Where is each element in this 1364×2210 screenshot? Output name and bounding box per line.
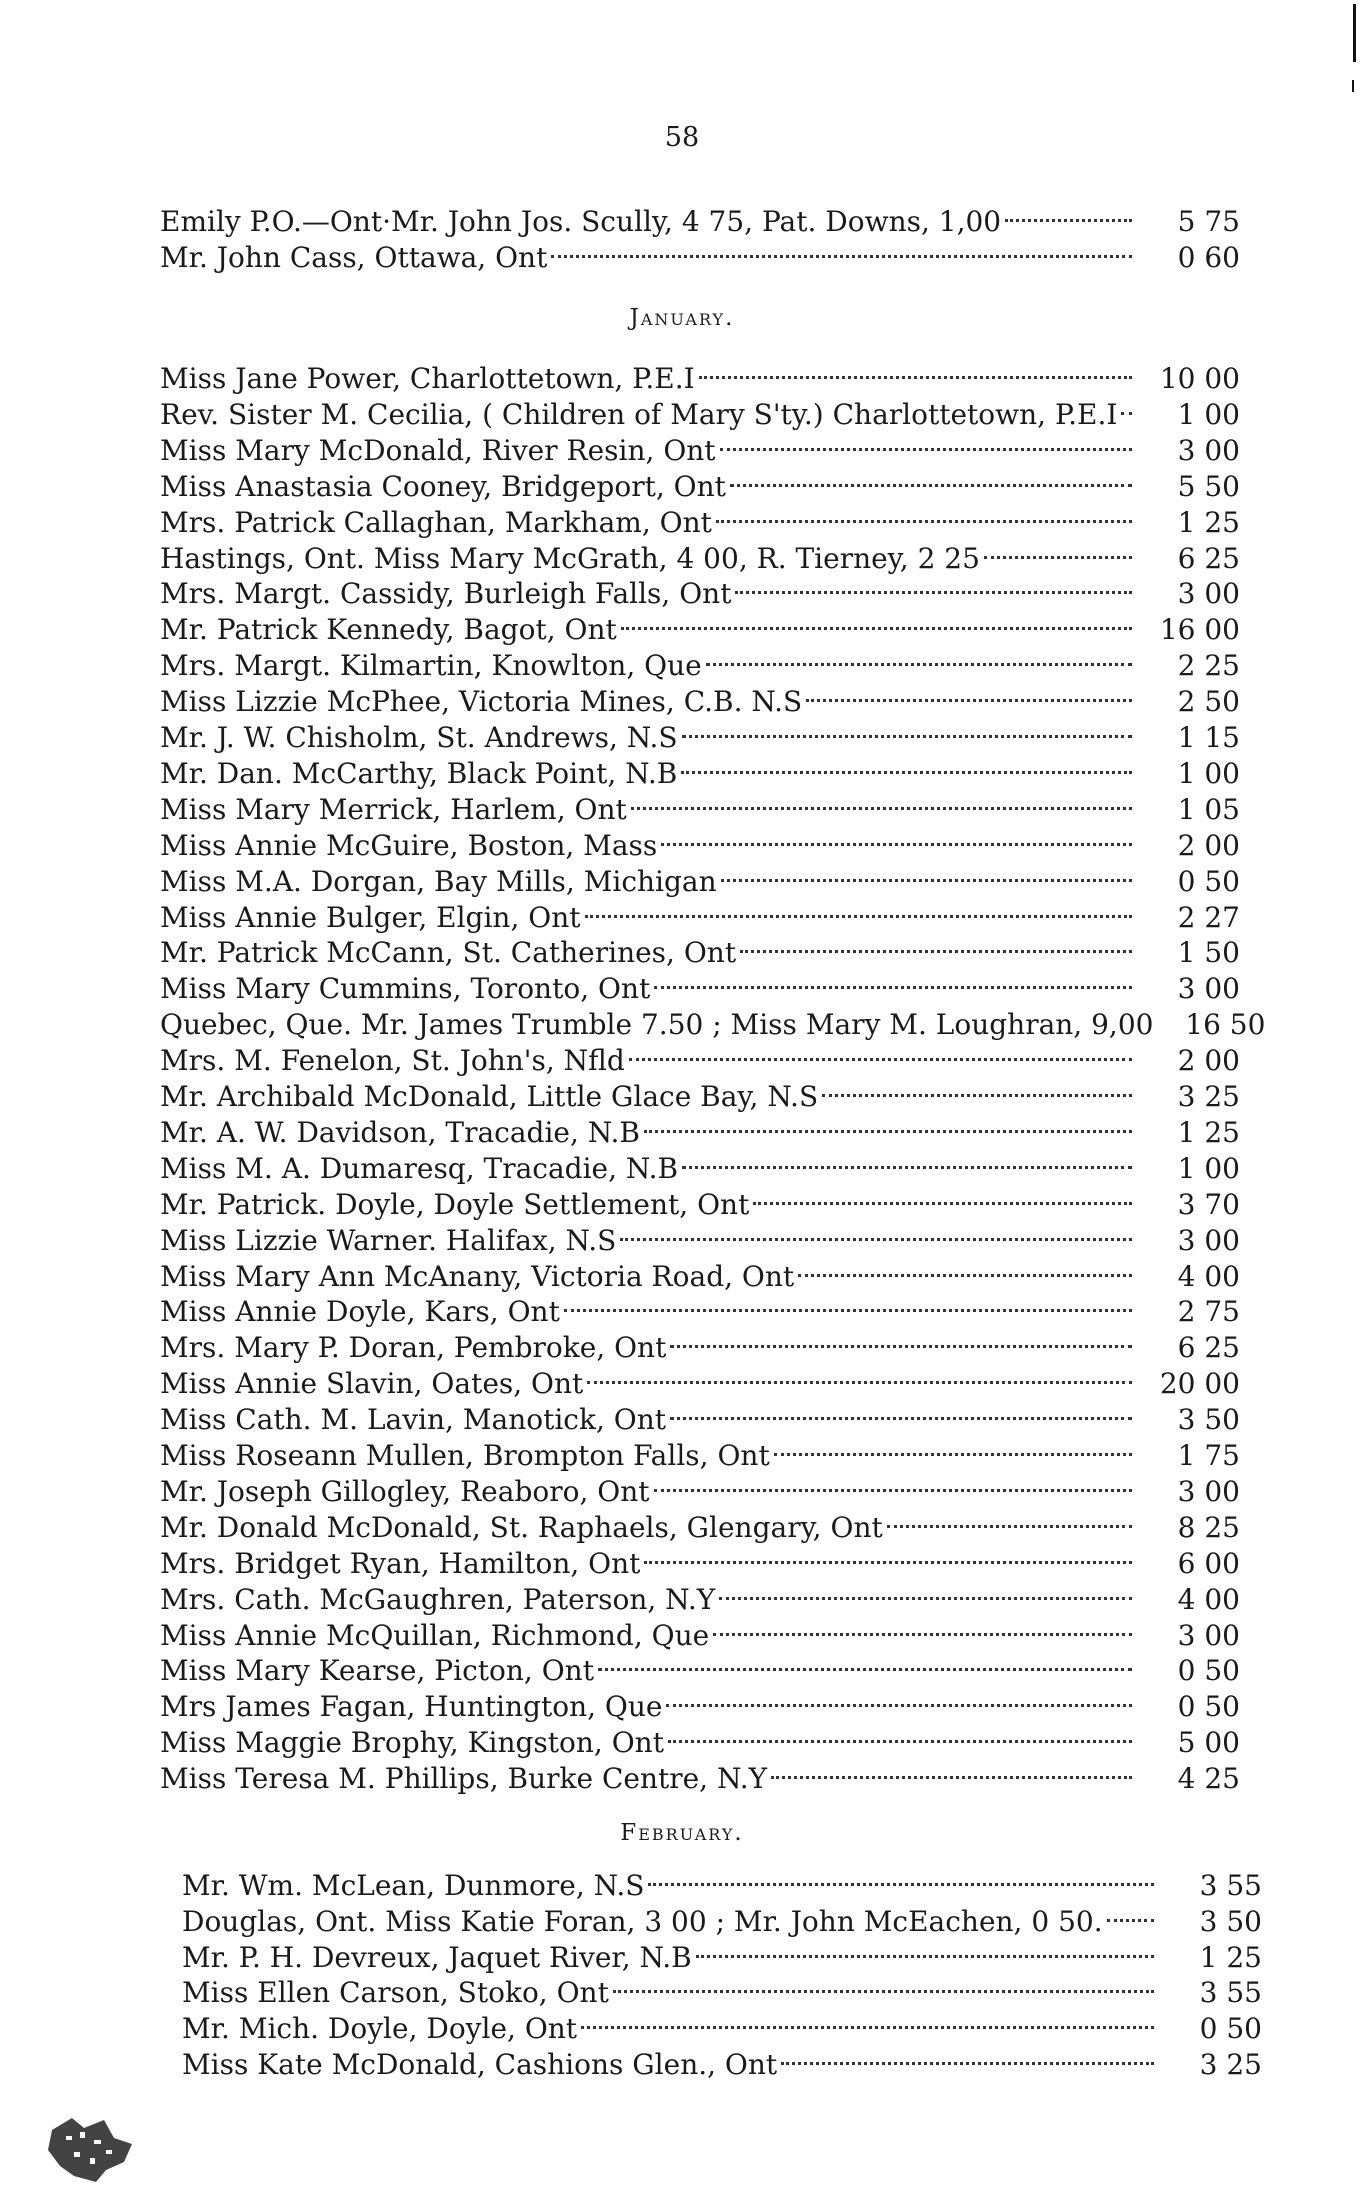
leader-dots: [661, 843, 1132, 846]
leader-dots: [668, 1740, 1132, 1743]
entry-amount: 3 00: [1177, 1474, 1240, 1508]
entry-amount: 2 00: [1177, 1044, 1240, 1078]
list-item: [160, 1330, 1240, 1366]
leader-dots: [598, 1668, 1132, 1671]
leader-dots: [822, 1094, 1132, 1097]
entry-text: Miss Mary Cummins, Toronto, Ont: [160, 972, 651, 1006]
entry-text: Miss Mary McDonald, River Resin, Ont: [160, 433, 716, 467]
list-item: [160, 361, 1240, 397]
entry-amount: 2 00: [1177, 828, 1240, 862]
entry-text: Miss Jane Power, Charlottetown, P.E.I: [160, 362, 695, 395]
entry-amount: 4 25: [1177, 1762, 1240, 1796]
entry-text: Miss Annie McQuillan, Richmond, Que: [160, 1618, 710, 1652]
list-item: [182, 1940, 1262, 1976]
leader-dots: [774, 1453, 1132, 1456]
entry-text: Emily P.O.—Ont·Mr. John Jos. Scully, 4 75, Pat. Downs, 1,00: [160, 205, 1002, 238]
leader-dots: [706, 663, 1132, 666]
list-item: [160, 828, 1240, 864]
entry-text: Hastings, Ont. Miss Mary McGrath, 4 00, R. Tierney, 2 25: [160, 541, 980, 575]
entry-text: Miss Anastasia Cooney, Bridgeport, Ont: [160, 469, 726, 503]
entry-text: Miss Annie Slavin, Oates, Ont: [160, 1367, 584, 1401]
entry-text: Mrs. Bridget Ryan, Hamilton, Ont: [160, 1546, 641, 1580]
list-item: [160, 433, 1240, 469]
leader-dots: [781, 2062, 1154, 2065]
entry-text: Mr. Dan. McCarthy, Black Point, N.B: [160, 756, 678, 790]
leader-dots: [753, 1202, 1132, 1205]
entry-amount: 3 25: [1199, 2048, 1262, 2081]
leader-dots: [699, 376, 1132, 379]
list-item: [160, 505, 1240, 541]
leader-dots: [670, 1417, 1132, 1420]
entry-text: Miss Lizzie Warner. Halifax, N.S: [160, 1223, 617, 1257]
list-item: [160, 1259, 1240, 1295]
list-item: [160, 1618, 1240, 1654]
list-item: [160, 971, 1240, 1007]
list-item: [160, 1653, 1240, 1689]
leader-dots: [620, 1238, 1132, 1241]
list-item: [182, 2047, 1262, 2083]
leader-dots: [581, 2026, 1154, 2029]
entry-amount: 5 50: [1177, 469, 1240, 503]
entry-amount: 1 25: [1177, 505, 1240, 539]
leader-dots: [984, 556, 1132, 559]
entry-amount: 6 25: [1177, 1331, 1240, 1365]
list-item: [182, 1868, 1262, 1904]
leader-dots: [621, 627, 1132, 630]
entry-amount: 20 00: [1159, 1367, 1240, 1401]
entry-amount: 0 60: [1177, 241, 1240, 274]
list-item: [160, 935, 1240, 971]
list-item: [160, 541, 1240, 577]
leader-dots: [887, 1525, 1132, 1528]
entry-text: Mrs. Cath. McGaughren, Paterson, N.Y: [160, 1582, 716, 1616]
entry-amount: 1 15: [1177, 721, 1240, 754]
list-item: [160, 756, 1240, 792]
entry-text: Mr. Donald McDonald, St. Raphaels, Glengary, Ont: [160, 1510, 883, 1544]
library-stamp-icon: [44, 2110, 140, 2186]
entry-text: Mr. A. W. Davidson, Tracadie, N.B: [160, 1115, 640, 1149]
entry-text: Miss Teresa M. Phillips, Burke Centre, N.Y: [160, 1762, 768, 1796]
entry-text: Miss Mary Kearse, Picton, Ont: [160, 1654, 594, 1688]
entry-amount: 1 00: [1177, 397, 1240, 431]
list-item: [160, 612, 1240, 648]
list-item: [160, 1223, 1240, 1259]
list-item: [160, 1474, 1240, 1510]
entry-amount: 0 50: [1177, 1654, 1240, 1688]
leader-dots: [771, 1776, 1132, 1779]
list-item: [160, 1761, 1240, 1797]
margin-mark: [1352, 80, 1354, 92]
leader-dots: [720, 448, 1132, 451]
entry-text: Miss Mary Merrick, Harlem, Ont: [160, 792, 627, 826]
entry-text: Rev. Sister M. Cecilia, ( Children of Mary S'ty.) Charlottetown, P.E.I: [160, 397, 1118, 431]
list-item: [160, 1115, 1240, 1151]
list-item: [160, 240, 1240, 276]
entry-amount: 3 50: [1199, 1904, 1262, 1938]
entry-amount: 3 55: [1199, 1869, 1262, 1902]
list-item: [160, 864, 1240, 900]
entry-text: Mr. Patrick McCann, St. Catherines, Ont: [160, 936, 737, 970]
entry-text: Mrs James Fagan, Huntington, Que: [160, 1690, 663, 1724]
list-item: [160, 720, 1240, 756]
entry-amount: 1 00: [1177, 756, 1240, 790]
entry-amount: 2 27: [1177, 900, 1240, 934]
list-item: [160, 1043, 1240, 1079]
list-item: [160, 1689, 1240, 1725]
list-item: [160, 1438, 1240, 1474]
entry-amount: 1 25: [1177, 1115, 1240, 1149]
entry-amount: 3 00: [1177, 577, 1240, 611]
list-item: [160, 684, 1240, 720]
leader-dots: [670, 1345, 1132, 1348]
entry-text: Miss Ellen Carson, Stoko, Ont: [182, 1976, 609, 2010]
entry-text: Miss Cath. M. Lavin, Manotick, Ont: [160, 1403, 666, 1437]
entry-amount: 1 05: [1177, 792, 1240, 826]
entry-text: Mr. Patrick. Doyle, Doyle Settlement, Ont: [160, 1187, 750, 1221]
leader-dots: [613, 1990, 1154, 1993]
entry-text: Mr. J. W. Chisholm, St. Andrews, N.S: [160, 721, 678, 754]
entry-amount: 3 70: [1177, 1187, 1240, 1221]
list-item: [160, 1366, 1240, 1402]
list-item: [160, 1725, 1240, 1761]
leader-dots: [730, 484, 1132, 487]
leader-dots: [682, 735, 1132, 738]
entry-text: Miss Mary Ann McAnany, Victoria Road, Ont: [160, 1259, 795, 1293]
entry-amount: 2 50: [1177, 685, 1240, 719]
list-item: [160, 576, 1240, 612]
entry-amount: 4 00: [1177, 1259, 1240, 1293]
leader-dots: [682, 1166, 1132, 1169]
entry-text: Mrs. Margt. Kilmartin, Knowlton, Que: [160, 649, 702, 683]
leader-dots: [740, 950, 1132, 953]
entry-text: Mr. Joseph Gillogley, Reaboro, Ont: [160, 1474, 650, 1508]
entry-amount: 5 00: [1177, 1726, 1240, 1760]
section-heading-february: February.: [620, 1820, 744, 1846]
leader-dots: [666, 1704, 1132, 1707]
entry-text: Mrs. Margt. Cassidy, Burleigh Falls, Ont: [160, 577, 732, 611]
leader-dots: [735, 591, 1132, 594]
list-item: [160, 1079, 1240, 1115]
entry-amount: 3 00: [1177, 1618, 1240, 1652]
entry-text: Mrs. Mary P. Doran, Pembroke, Ont: [160, 1331, 667, 1365]
entry-amount: 0 50: [1177, 1690, 1240, 1724]
leader-dots: [681, 771, 1132, 774]
leader-dots: [719, 1597, 1132, 1600]
list-item: [160, 204, 1240, 240]
entry-text: Miss M.A. Dorgan, Bay Mills, Michigan: [160, 864, 717, 898]
list-item: [182, 1904, 1262, 1940]
entry-text: Mr. John Cass, Ottawa, Ont: [160, 241, 548, 274]
entry-amount: 3 25: [1177, 1080, 1240, 1113]
list-item: [160, 1151, 1240, 1187]
list-item: [160, 1402, 1240, 1438]
leader-dots: [806, 699, 1132, 702]
leader-dots: [798, 1274, 1132, 1277]
leader-dots: [648, 1883, 1154, 1886]
list-item: [160, 1294, 1240, 1330]
entry-amount: 10 00: [1159, 362, 1240, 395]
entry-text: Mr. Patrick Kennedy, Bagot, Ont: [160, 613, 617, 647]
entry-text: Mrs. Patrick Callaghan, Markham, Ont: [160, 505, 712, 539]
entry-amount: 16 50: [1185, 1008, 1266, 1042]
entry-amount: 1 50: [1177, 936, 1240, 970]
list-item: [182, 1975, 1262, 2011]
leader-dots: [721, 879, 1132, 882]
leader-dots: [585, 915, 1133, 918]
list-item: [160, 469, 1240, 505]
entry-amount: 1 75: [1177, 1439, 1240, 1472]
entry-text: Quebec, Que. Mr. James Trumble 7.50 ; Miss Mary M. Loughran, 9,00: [160, 1008, 1154, 1042]
entry-text: Mr. P. H. Devreux, Jaquet River, N.B: [182, 1940, 692, 1974]
list-item: [160, 1510, 1240, 1546]
leader-dots: [644, 1130, 1132, 1133]
leader-dots: [654, 986, 1132, 989]
leader-dots: [1107, 1919, 1154, 1922]
leader-dots: [716, 520, 1132, 523]
leader-dots: [551, 255, 1132, 258]
entry-text: Miss Annie McGuire, Boston, Mass: [160, 828, 658, 862]
leader-dots: [713, 1633, 1132, 1636]
leader-dots: [696, 1955, 1154, 1958]
entry-text: Miss Annie Bulger, Elgin, Ont: [160, 900, 581, 934]
entry-text: Douglas, Ont. Miss Katie Foran, 3 00 ; Mr. John McEachen, 0 50.: [182, 1904, 1103, 1938]
entry-text: Miss Roseann Mullen, Brompton Falls, Ont: [160, 1439, 770, 1472]
list-item: [160, 792, 1240, 828]
list-item: [160, 1187, 1240, 1223]
entry-amount: 3 00: [1177, 1223, 1240, 1257]
entry-amount: 4 00: [1177, 1582, 1240, 1616]
leader-dots: [1005, 219, 1132, 222]
leader-dots: [587, 1381, 1132, 1384]
entry-text: Miss Annie Doyle, Kars, Ont: [160, 1295, 560, 1329]
entry-amount: 8 25: [1177, 1510, 1240, 1544]
list-item: [160, 1582, 1240, 1618]
leader-dots: [631, 807, 1132, 810]
entry-text: Mr. Wm. McLean, Dunmore, N.S: [182, 1869, 645, 1902]
entry-amount: 2 25: [1177, 649, 1240, 683]
entry-amount: 3 55: [1199, 1976, 1262, 2010]
entry-text: Mrs. M. Fenelon, St. John's, Nfld: [160, 1044, 625, 1078]
entry-amount: 1 25: [1199, 1940, 1262, 1974]
leader-dots: [564, 1309, 1132, 1312]
entry-amount: 1 00: [1177, 1151, 1240, 1185]
entry-text: Miss Lizzie McPhee, Victoria Mines, C.B. N.S: [160, 685, 803, 719]
list-item: [160, 1546, 1240, 1582]
list-item: [160, 1007, 1266, 1043]
leader-dots: [1121, 412, 1132, 415]
entry-amount: 3 00: [1177, 433, 1240, 467]
margin-mark: [1353, 4, 1356, 62]
entry-text: Miss Maggie Brophy, Kingston, Ont: [160, 1726, 664, 1760]
list-item: [160, 397, 1240, 433]
entry-amount: 0 50: [1199, 2012, 1262, 2046]
list-item: [160, 900, 1240, 936]
leader-dots: [629, 1058, 1132, 1061]
entry-amount: 5 75: [1177, 205, 1240, 238]
entry-amount: 16 00: [1159, 613, 1240, 647]
entry-text: Miss Kate McDonald, Cashions Glen., Ont: [182, 2048, 778, 2081]
leader-dots: [654, 1489, 1132, 1492]
entry-amount: 3 50: [1177, 1403, 1240, 1437]
page-number: 58: [664, 122, 700, 153]
list-item: [160, 648, 1240, 684]
entry-amount: 6 25: [1177, 541, 1240, 575]
entry-amount: 0 50: [1177, 864, 1240, 898]
entry-text: Miss M. A. Dumaresq, Tracadie, N.B: [160, 1151, 679, 1185]
section-heading-january: January.: [629, 305, 735, 331]
entry-text: Mr. Mich. Doyle, Doyle, Ont: [182, 2012, 578, 2046]
entry-amount: 2 75: [1177, 1295, 1240, 1329]
list-item: [182, 2011, 1262, 2047]
entry-amount: 6 00: [1177, 1546, 1240, 1580]
entry-text: Mr. Archibald McDonald, Little Glace Bay, N.S: [160, 1080, 819, 1113]
leader-dots: [644, 1561, 1132, 1564]
entry-amount: 3 00: [1177, 972, 1240, 1006]
